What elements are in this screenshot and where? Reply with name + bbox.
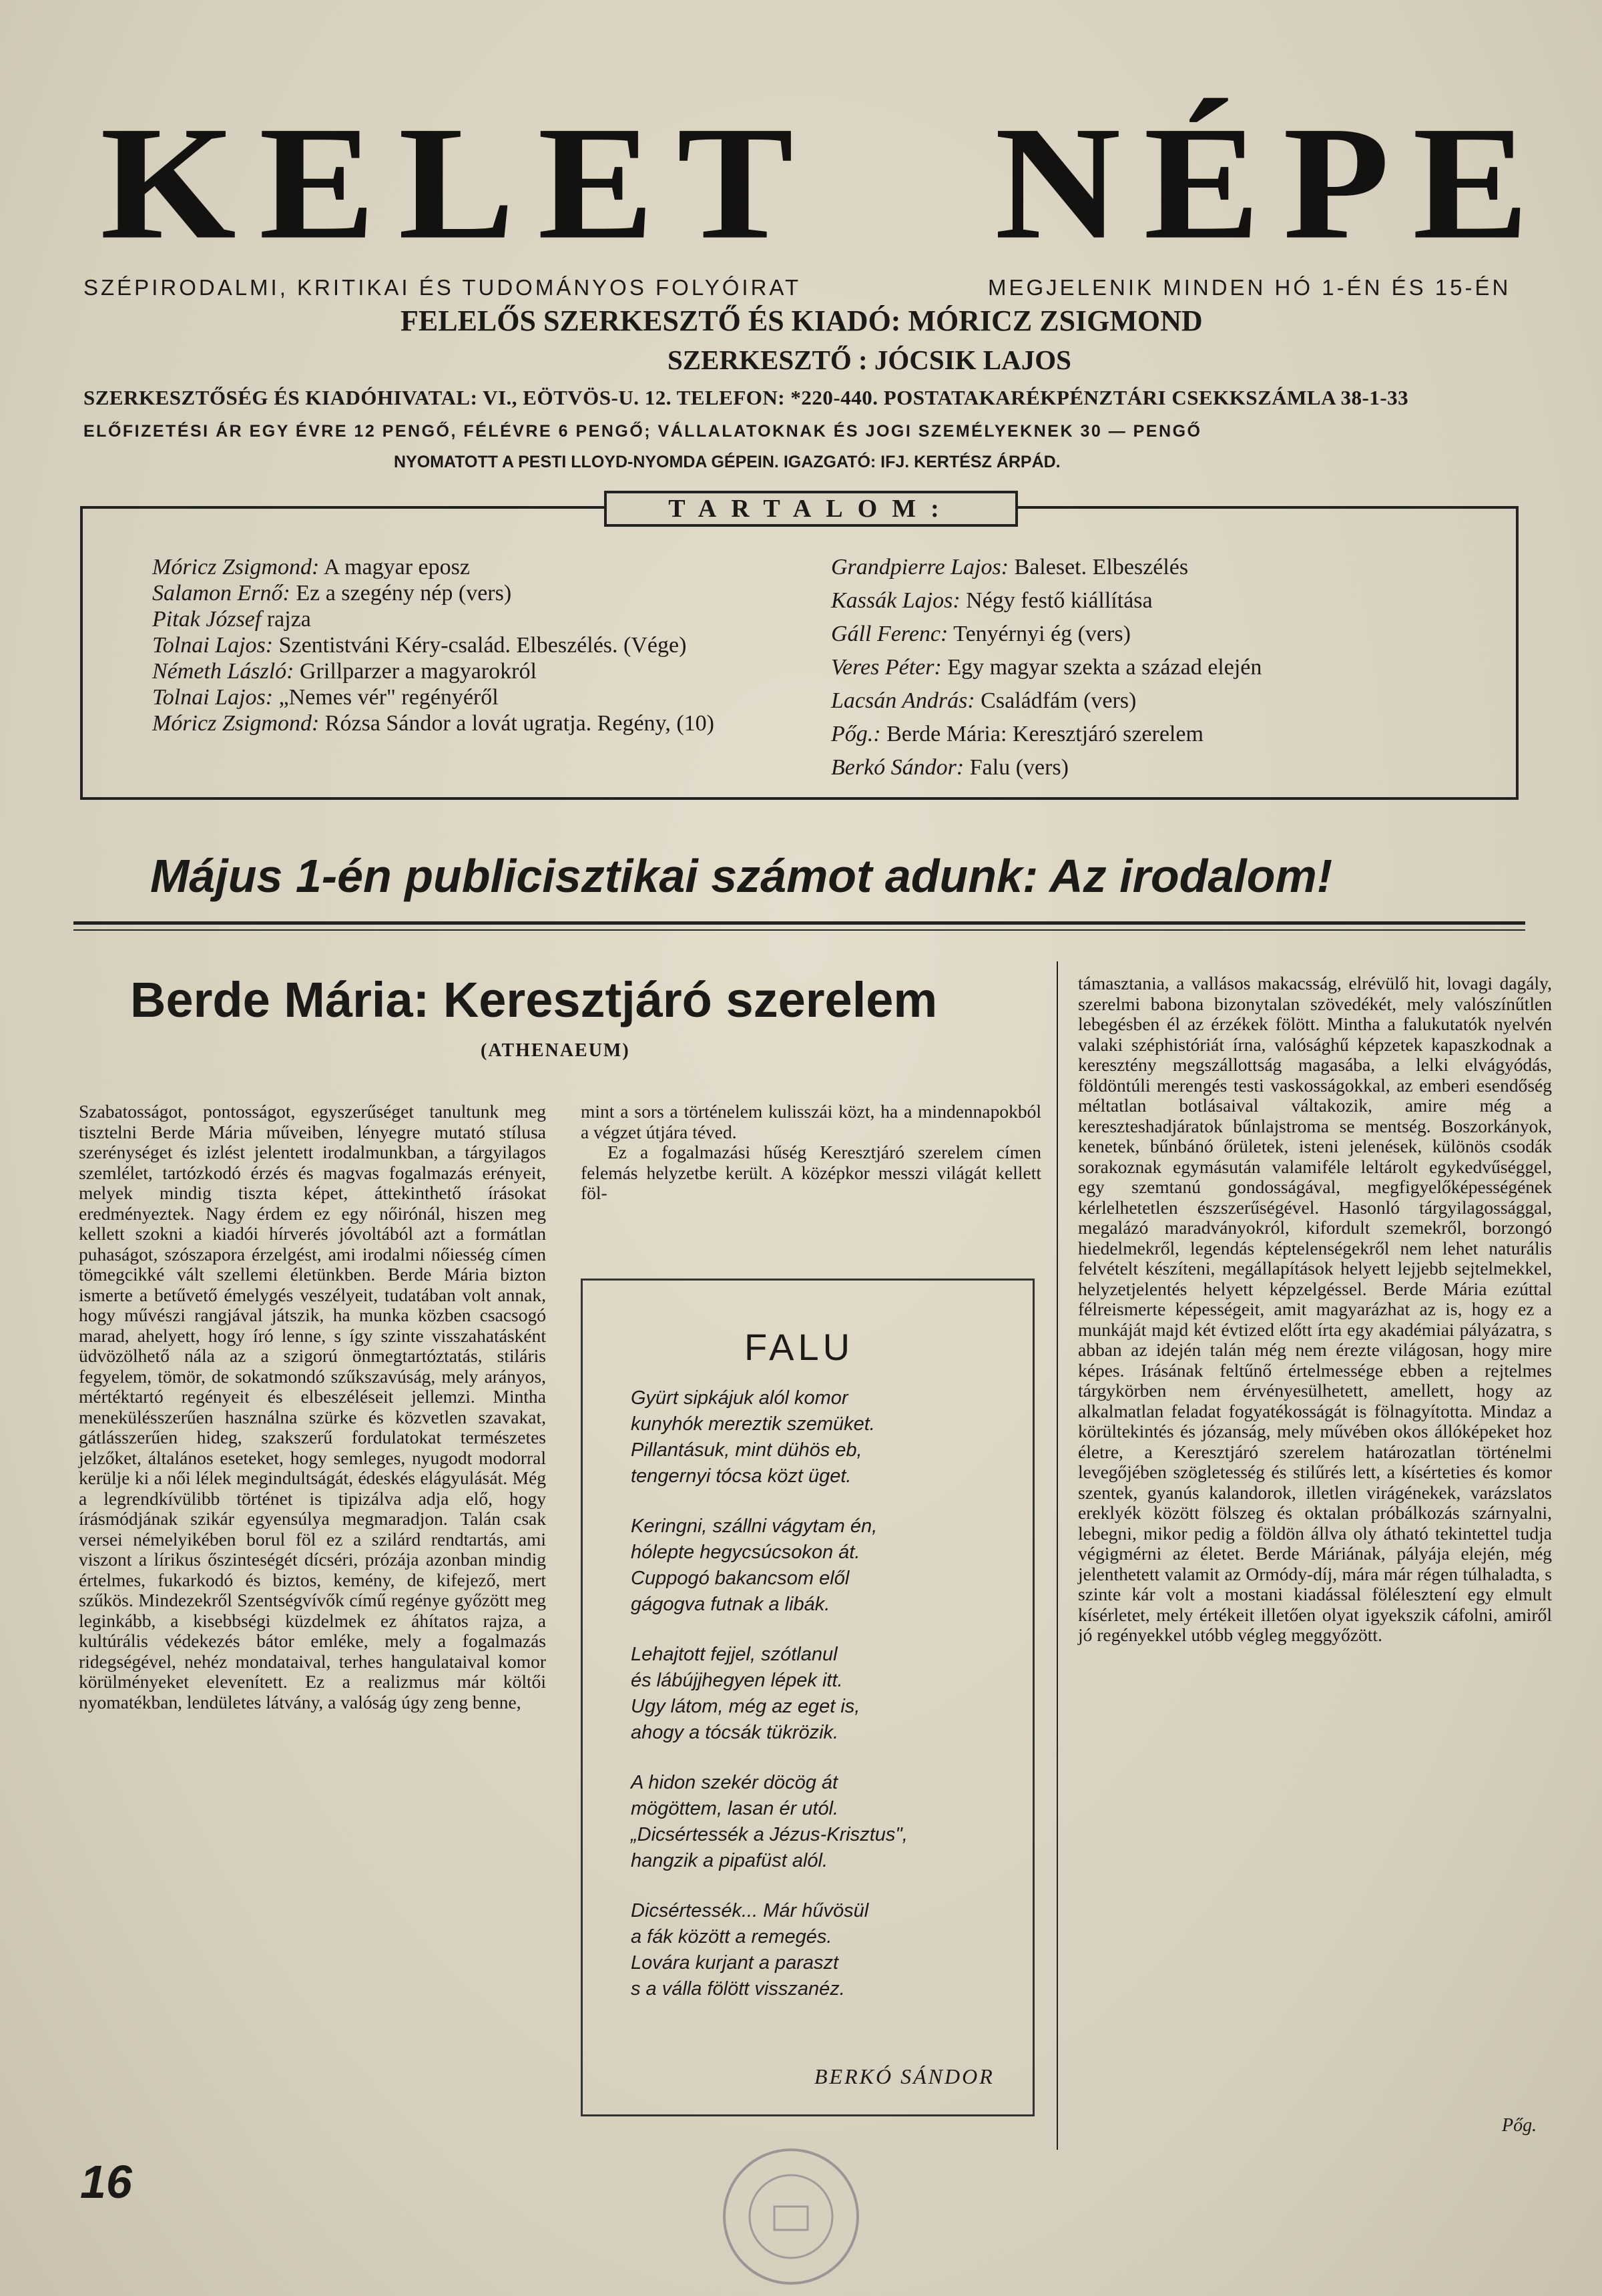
article-column-3 — [1078, 973, 1552, 1646]
price-line: ELŐFIZETÉSI ÁR EGY ÉVRE 12 PENGŐ, FÉLÉVRE 6 PENGŐ; VÁLLALATOKNAK ÉS JOGI SZEMÉLYEKNEK 30 — PENGŐ — [83, 422, 1202, 441]
page-number: 16 — [80, 2156, 132, 2208]
toc-item: Tolnai Lajos: „Nemes vér" regényéről — [152, 685, 499, 710]
editor-line-2: SZERKESZTŐ : JÓCSIK LAJOS — [668, 345, 1071, 375]
toc-item: Kassák Lajos: Négy festő kiállítása — [831, 588, 1153, 613]
toc-item: Grandpierre Lajos: Baleset. Elbeszélés — [831, 555, 1189, 580]
article-title: Berde Mária: Keresztjáró szerelem — [130, 972, 938, 1027]
toc-left-column — [152, 554, 800, 736]
toc-item: Móricz Zsigmond: A magyar eposz — [152, 555, 470, 580]
toc-title: TARTALOM: — [604, 491, 1018, 527]
article-column-2 — [581, 1102, 1041, 1204]
printer-line: NYOMATOTT A PESTI LLOYD-NYOMDA GÉPEIN. IGAZGATÓ: IFJ. KERTÉSZ ÁRPÁD. — [394, 453, 1061, 471]
article-paragraph: mint a sors a történelem kulisszái közt, ha a mindennapokból a végzet útjára téved. — [581, 1101, 1041, 1142]
toc-item: Pitak József rajza — [152, 607, 311, 632]
poem-stanza: A hidon szekér döcög át mögöttem, lasan ér utól. „Dicsértessék a Jézus-Krisztus", hangzik a pipafüst alól. — [631, 1772, 908, 1871]
library-stamp — [718, 2143, 864, 2290]
toc-item: Németh László: Grillparzer a magyarokról — [152, 659, 537, 684]
toc-item: Móricz Zsigmond: Rózsa Sándor a lovát ugratja. Regény, (10) — [152, 711, 714, 736]
toc-item: Salamon Ernő: Ez a szegény nép (vers) — [152, 581, 512, 606]
column-rule — [1057, 961, 1058, 2150]
toc-item: Veres Péter: Egy magyar szekta a század elején — [831, 655, 1262, 680]
poem-stanza: Keringni, szállni vágytam én, hólepte hegycsúcsokon át. Cuppogó bakancsom elől gágogva futnak a libák. — [631, 1516, 878, 1615]
masthead-right: NÉPE — [995, 92, 1552, 273]
toc-item: Gáll Ferenc: Tenyérnyi ég (vers) — [831, 622, 1131, 646]
stamp-seal-icon — [718, 2143, 864, 2290]
editor-line: FELELŐS SZERKESZTŐ ÉS KIADÓ: MÓRICZ ZSIGMOND — [400, 304, 1203, 337]
poem-stanza: Lehajtott fejjel, szótlanul és lábújjhegyen lépek itt. Ugy látom, még az eget is, ahogy a tócsák tükrözik. — [631, 1644, 860, 1743]
toc-item: Tolnai Lajos: Szentistváni Kéry-család. Elbeszélés. (Vége) — [152, 633, 687, 658]
poem-stanza: Dicsértessék... Már hűvösül a fák között a remegés. Lovára kurjant a paraszt s a válla fölött visszanéz. — [631, 1900, 869, 2000]
divider-rule — [73, 929, 1525, 931]
toc-item: Pőg.: Berde Mária: Keresztjáró szerelem — [831, 722, 1204, 746]
article-paragraph: Ez a fogalmazási hűség Keresztjáró szerelem címen felemás helyzetbe került. A középkor messzi világát kellett föl- — [581, 1142, 1041, 1203]
article-paragraph: Szabatosságot, pontosságot, egyszerűséget tanultunk meg tisztelni Berde Mária műveiben, lényegre mutató stílusa szerénységet és izlést jelentett irodalmunkban, a tárgyilagos szemlélet, tartózkodó érzés és magvas fogalmazás erényeit, melyek mindig tiszta képet, áttekinthető írásokat eredményeztek. Nagy érdem ez egy nőirónál, hiszen meg kellett szokni a kiadói hírverés jóvoltából azt a formátlan puhaságot, szószaporа érzelgést, ami irodalmi nőiesség címen tömegcikké vált szellemi életünkben. Berde Mária bizton ismerte a betűvető émelygés veszélyeit, tudatában volt annak, hogy művészi rangjával játszik, ha munka közben csacsogó marad, ahelyett, hogy író lenne, s így szinte visszahatásként üdvözölhető nála az a szigorú önmegtartóztatás, stiláris fegyelem, tömör, de sokatmondó szűkszavúság, mely arányos, mértéktartó regényeit és elbeszéléseit jellemzi. Mintha menekülésszerűen használna szürke és közvetlen szavakat, gátlásszerűen hideg, szakszerű fordulatokat természetes jelzőket, általános eseteket, hogy semleges, nyugodt modorral kerülje ki a női lélek megindultságát, édeskés elágyulását. Még a legrendkívülibb történet is tipizálva adja elő, hogy írásmódjának szikár egyensúlya megmaradjon. Talán csak versei némelyikében borul föl ez a szilárd rendtartás, ami viszont a lírikus őszinteségét dícséri, prózája azonban mindig értelmes, fukarkodó és biztos, kemény, de kifejező, mert szűkös. Mindezekről Szentségvívők című regénye győzött meg leginkább, a kisebbségi küzdelmek ez áhítatos rajza, a kultúrális védekezés bátor emléke, mely a fogalmazás ridegségével, nehéz mondataival, terhes hangulataival komor körülményeket elevenített. Ez a realizmus már költői nyomatékban, lendületes látvány, a valóság úgy zeng benne, — [79, 1101, 546, 1712]
poem-stanza: Gyürt sipkájuk alól komor kunyhók mereztik szemüket. Pillantásuk, mint dühös eb, tengernyi tócsa közt üget. — [631, 1387, 875, 1487]
announcement-banner: Május 1-én publicisztikai számot adunk: Az irodalom! — [150, 850, 1333, 902]
toc-item: Berkó Sándor: Falu (vers) — [831, 755, 1069, 780]
divider-rule — [73, 921, 1525, 925]
article-column-1 — [79, 1102, 546, 1712]
masthead-left: KELET — [100, 92, 816, 273]
article-signoff: Pőg. — [1502, 2115, 1537, 2136]
poem-body — [631, 1385, 1018, 2026]
toc-item: Lacsán András: Családfám (vers) — [831, 688, 1137, 713]
poem-title: FALU — [744, 1326, 854, 1368]
article-publisher: (ATHENAEUM) — [481, 1040, 630, 1061]
masthead — [100, 92, 1552, 273]
subtitle-right: MEGJELENIK MINDEN HÓ 1-ÉN ÉS 15-ÉN — [988, 275, 1511, 300]
subtitle-row — [83, 275, 1525, 300]
office-line: SZERKESZTŐSÉG ÉS KIADÓHIVATAL: VI., EÖTVÖS-U. 12. TELEFON: *220-440. POSTATAKARÉKPÉNZTÁRI CSEKKSZÁMLA 38-1-33 — [83, 386, 1409, 409]
article-paragraph: támasztania, a vallásos makacsság, elrévülő hit, lovagi dagály, szerelmi babona bizonytalan szövedékét, mely valószínűtlen lebegésben él az érzékek fölött. Mintha a falukutatók nyelvén valaki széphistóriát írna, valósághű képzetek kapaszkodnak a keresztény megszállottság magasába, a lelki elvágyódás, földöntúli merengés testi vaskosságokkal, az emberi esendőség méltatlan botlásaival váltakozik, amire még a kereszteshadjáratok bűnlajstroma se mentség. Boszorkányok, kenetek, bűnbánó őrületek, isteni jelenések, különös csodák sorakoznak egymásután valamiféle leltárolt egykedvűséggel, egy szemtanú gondosságával, megfigyelőképességének kérlelhetetlen észszerűségével. Hasonló tárgyilagossággal, megalázó maradványokról, kifordult szemekről, borzongó hiedelmekről, legendás képtelenségekről nem lehet naturális felvételt készíteni, megállapítások helyett lejjebb sejtelmekkel, helyzetjelentés helyett képzelgéssel. Berde Mária ezúttal félreismerte képességeit, amit magyarázhat az is, hogy ez a munkáját majd két évtized előtt írta egy akadémiai pályázatra, s abban az idején talán még nem érezte világosan, hogy mire képes. Irásának feltűnő értelmessége ebben a rejtelmes tárgykörben nem érvényesülhetett, amellett, hogy az alkalmatlan feladat fogyatékosságát is fölnagyította. Mindaz a körültekintés és józanság, mely művében okos állóképeket hoz életre, a Keresztjáró szerelem határozatlan történelmi levegőjében szögletesség és stilűrés lett, a kísérteties és komor szentek, gyanús kalandorok, illetlen virágénekek, varázslatos ereklyék között fölszeg és oktalan próbálkozás szárnyalni, lebegni, mikor pedig a földön állva oly átható tekintettel tudja végigmérni az életet. Berde Máriának, pályája elején, még jelenthetett valamit az Ormódy-díj, mára már régen túlhaladta, s szinte kár volt a mostani kiadással fölélesztení egy elmult kísérletet, mely értékeit illetően olyat igyekszik cáfolni, amiről jó regényekkel utóbb végleg meggyőzött. — [1078, 973, 1552, 1645]
poem-author: BERKÓ SÁNDOR — [814, 2064, 995, 2088]
subtitle-left: SZÉPIRODALMI, KRITIKAI ÉS TUDOMÁNYOS FOLYÓIRAT — [83, 275, 802, 300]
toc-right-column — [831, 551, 1445, 784]
